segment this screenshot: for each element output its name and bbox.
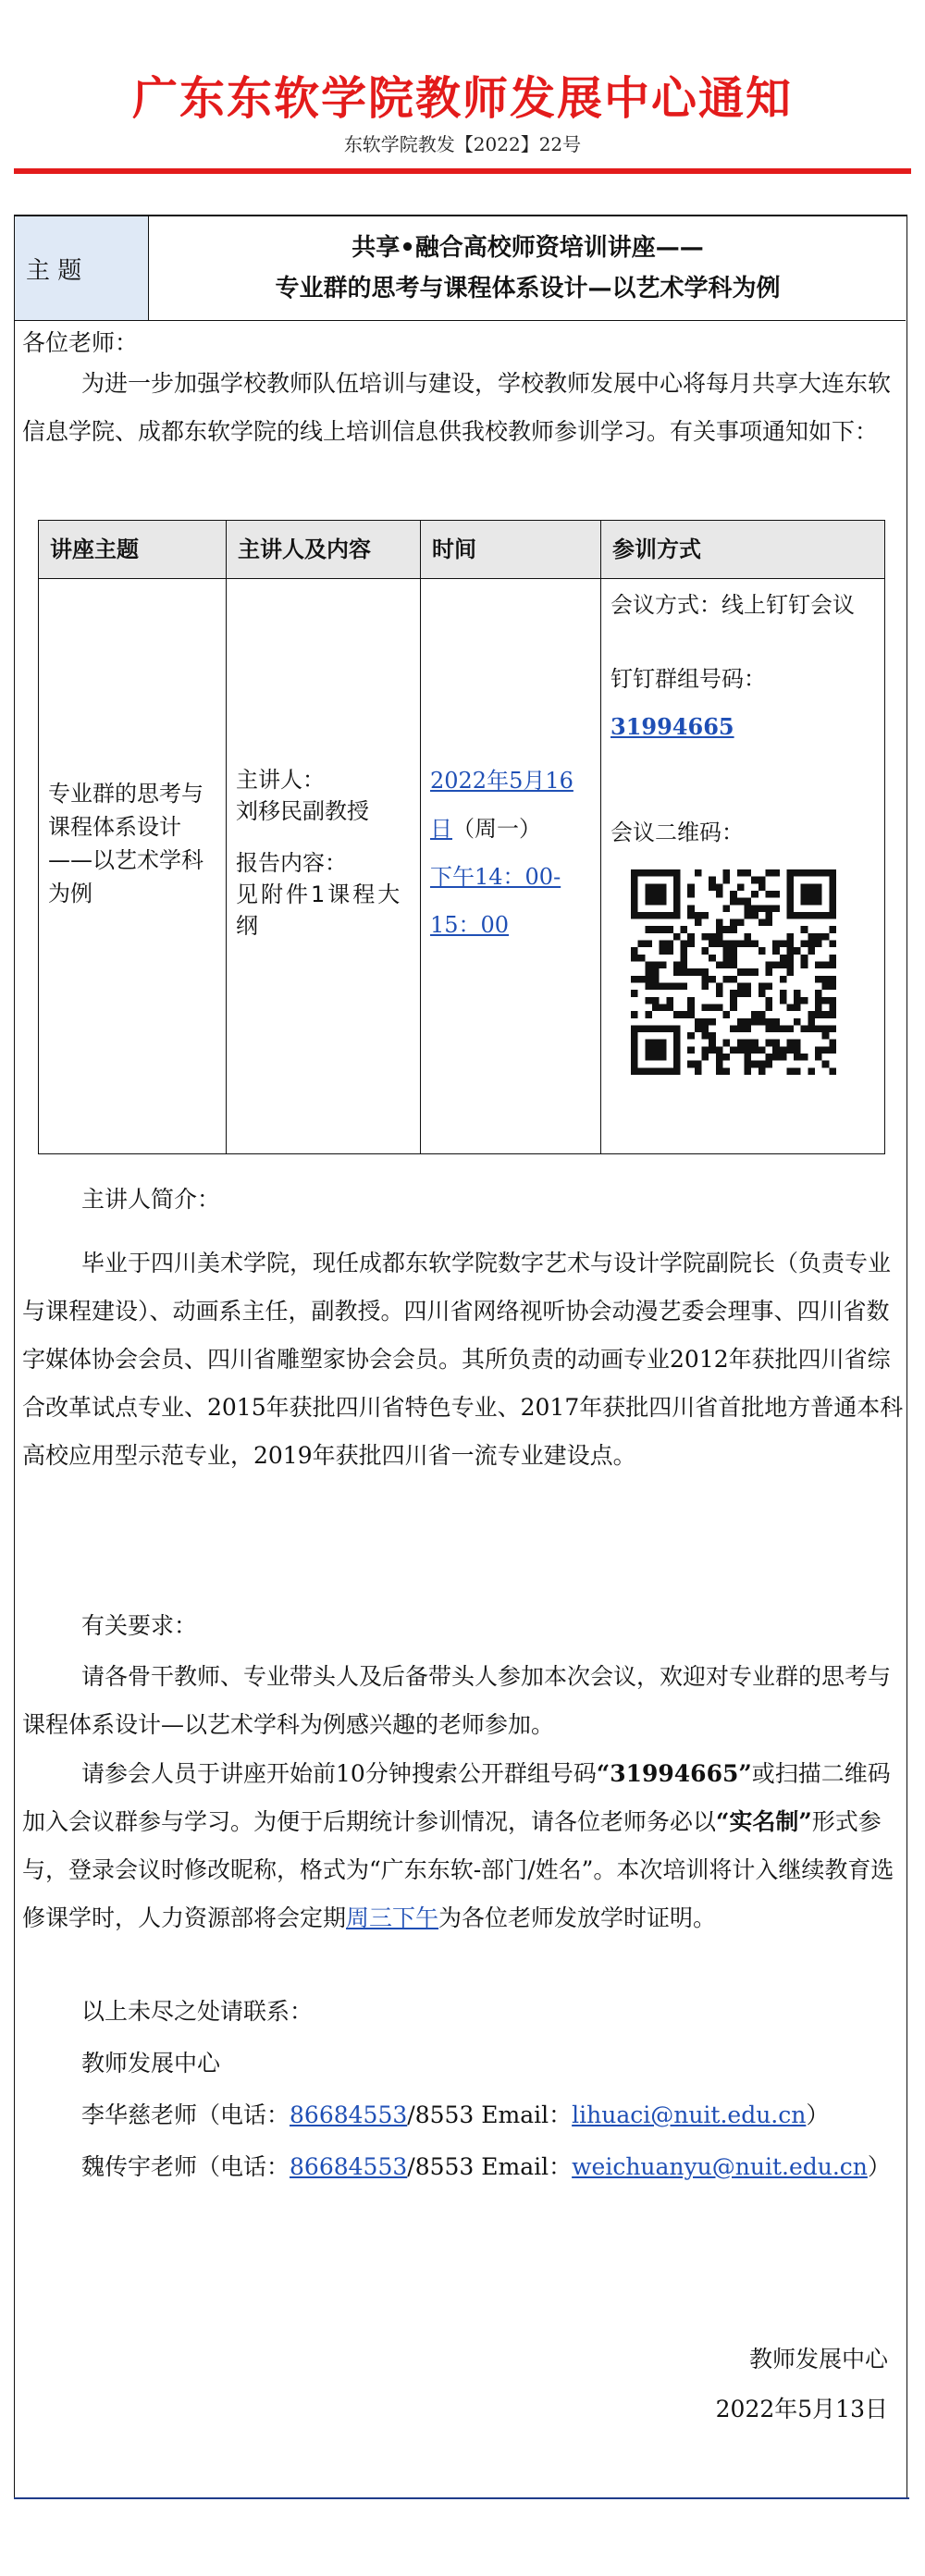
speaker-cell (227, 579, 421, 1154)
contact-1-email-link[interactable]: lihuaci@nuit.edu.cn (572, 2101, 807, 2128)
bio-text: 毕业于四川美术学院，现任成都东软学院数字艺术与设计学院副院长（负责专业与课程建设）、动画系主任，副教授。四川省网络视听协会动漫艺委会理事、四川省数字媒体协会会员、四川省雕塑家协会会员。其所负责的动画专业2012年获批四川省综合改革试点专业、2015年获批四川省特色专业、2017年获批四川省首批地方普通本科高校应用型示范专业，2019年获批四川省一流专业建设点。 (22, 1250, 904, 1469)
bio-heading: 主讲人简介： (81, 1186, 221, 1213)
speaker-label: 主讲人： (236, 766, 325, 793)
contact-2 (81, 2150, 891, 2184)
notice-body-frame (14, 215, 907, 2497)
contact-2-email-link[interactable]: weichuanyu@nuit.edu.cn (572, 2153, 868, 2180)
weekday: （周一） (452, 815, 541, 842)
intro-paragraph: 为进一步加强学校教师队伍培训与建设，学校教师发展中心将每月共享大连东软信息学院、成都东软学院的线上培训信息供我校教师参训学习。有关事项通知如下： (22, 370, 892, 445)
time-cell (421, 579, 601, 1154)
time-link[interactable]: 下午14：00-15：00 (430, 863, 561, 938)
contact-1-name: 李华慈老师（电话： (81, 2101, 290, 2128)
contact-2-mid: /8553 Email： (407, 2153, 573, 2180)
group-number-link[interactable]: 31994665 (610, 713, 734, 740)
notice-title: 广东东软学院教师发展中心通知 (131, 72, 793, 125)
contact-dept: 教师发展中心 (81, 2050, 221, 2077)
requirement-paragraph-2 (22, 1750, 906, 1942)
contact-1 (81, 2098, 829, 2132)
req2-link[interactable]: 周三下午 (346, 1904, 439, 1931)
subject-title (150, 216, 906, 320)
contact-2-name: 魏传宇老师（电话： (81, 2153, 290, 2180)
contact-intro: 以上未尽之处请联系： (81, 1998, 314, 2025)
signature-org: 教师发展中心 (748, 2346, 888, 2373)
contact-1-mid: /8553 Email： (407, 2101, 573, 2128)
qr-code-icon (631, 869, 836, 1075)
header-mode: 参训方式 (601, 521, 885, 579)
report-label: 报告内容： (236, 849, 347, 876)
subject-label: 主 题 (15, 216, 149, 320)
req2-real-name: “实名制” (716, 1808, 812, 1835)
requirements-heading: 有关要求： (81, 1612, 198, 1639)
contact-2-end: ） (867, 2153, 891, 2180)
qr-label: 会议二维码： (610, 820, 744, 845)
subject-title-line1: 共享•融合高校师资培训讲座—— (352, 234, 704, 262)
topic-text: 专业群的思考与课程体系设计——以艺术学科为例 (48, 780, 204, 906)
mode-cell (601, 579, 885, 1154)
req2-text-c: 形式参与，登录会议时修改昵称，格式为“广东东软-部门/姓名”。本次培训将计入继续教育选修课学时，人力资源部将会定期 (22, 1808, 894, 1931)
header-topic: 讲座主题 (39, 521, 227, 579)
header-speaker: 主讲人及内容 (227, 521, 421, 579)
subject-title-line2: 专业群的思考与课程体系设计—以艺术学科为例 (275, 275, 781, 302)
lecture-table (38, 520, 885, 1154)
meeting-mode: 会议方式：线上钉钉会议 (610, 592, 855, 618)
signature-date: 2022年5月13日 (715, 2396, 888, 2422)
header-time: 时间 (421, 521, 601, 579)
greeting: 各位老师： (22, 329, 139, 356)
req2-group-number: “31994665” (596, 1760, 752, 1787)
red-header-rule (14, 168, 911, 174)
table-header-row (39, 521, 885, 579)
contact-1-phone-link[interactable]: 86684553 (290, 2101, 408, 2128)
report-content: 见附件1课程大纲 (236, 881, 403, 939)
frame-bottom-rule (14, 2497, 909, 2499)
group-label: 钉钉群组号码： (610, 666, 766, 692)
date-link[interactable]: 2022年5月16日 (430, 767, 574, 842)
requirement-paragraph-1: 请各骨干教师、专业带头人及后备带头人参加本次会议，欢迎对专业群的思考与课程体系设计—以艺术学科为例感兴趣的老师参加。 (22, 1663, 892, 1738)
req2-text-d: 为各位老师发放学时证明。 (438, 1904, 717, 1931)
subject-row (15, 216, 906, 321)
req2-text-a: 请参会人员于讲座开始前10分钟搜索公开群组号码 (81, 1760, 597, 1787)
notice-header (0, 0, 925, 180)
req2-text-b: 或扫描二维码加入会议群参与学习。为便于后期统计参训情况，请各位老师务必以 (22, 1760, 891, 1835)
topic-cell (39, 579, 227, 1154)
document-number: 东软学院教发【2022】22号 (343, 133, 582, 155)
table-row (39, 579, 885, 1154)
speaker-name: 刘移民副教授 (236, 797, 369, 824)
contact-2-phone-link[interactable]: 86684553 (290, 2153, 408, 2180)
meeting-qr-code[interactable] (631, 869, 875, 1075)
contact-1-end: ） (806, 2101, 830, 2128)
